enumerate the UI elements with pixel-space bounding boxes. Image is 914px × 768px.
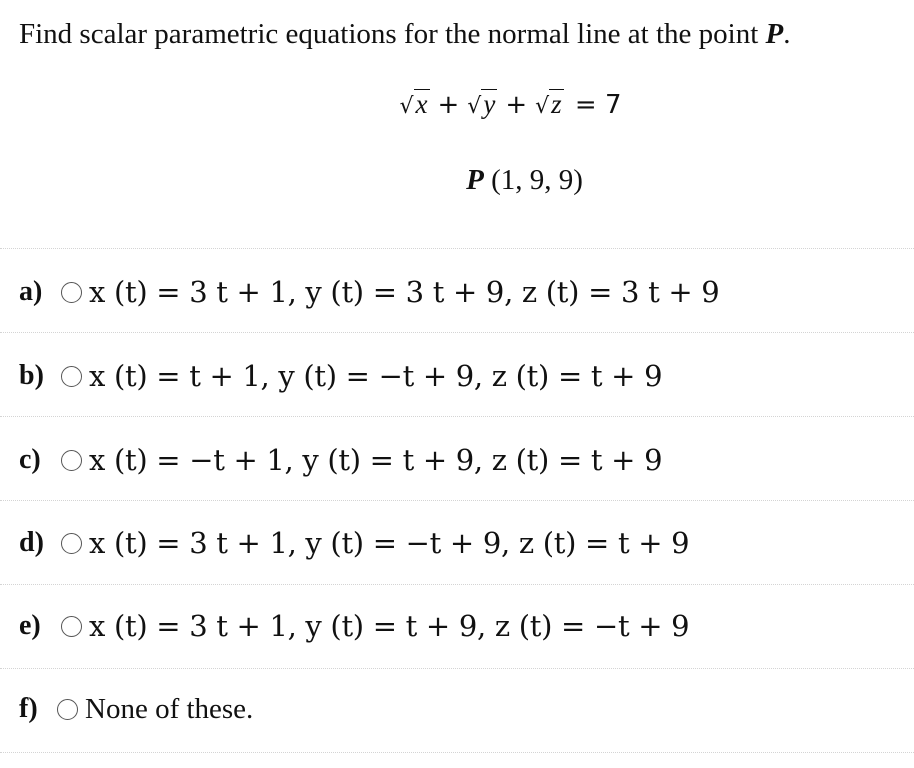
divider (0, 416, 914, 417)
option-text[interactable]: None of these. (85, 692, 254, 725)
option-e[interactable] (19, 606, 689, 646)
question-prompt: Find scalar parametric equations for the normal line at the point (19, 18, 759, 50)
option-letter: a) (19, 276, 43, 307)
option-f[interactable] (19, 689, 253, 729)
option-letter: b) (19, 360, 44, 391)
option-letter: f) (19, 693, 38, 724)
option-letter: e) (19, 610, 41, 641)
option-a[interactable] (19, 272, 719, 312)
divider (0, 668, 914, 669)
divider (0, 248, 914, 249)
point-coords: (1, 9, 9) (491, 164, 583, 196)
question-end: . (783, 18, 791, 50)
radical-icon: √ (467, 94, 482, 119)
sqrt-z (535, 87, 564, 127)
option-text[interactable]: x (t) = −t + 1, y (t) = t + 9, z (t) = t + 9 (89, 443, 663, 477)
option-text[interactable]: x (t) = 3 t + 1, y (t) = 3 t + 9, z (t) = 3 t + 9 (89, 275, 720, 309)
radio-button-f[interactable] (57, 699, 78, 720)
point-label: P (466, 164, 484, 196)
sqrt-x (399, 87, 429, 127)
divider (0, 500, 914, 501)
radical-icon: √ (535, 94, 550, 119)
option-d[interactable] (19, 523, 689, 563)
radio-button-b[interactable] (61, 366, 82, 387)
option-b[interactable] (19, 356, 662, 396)
sqrt-y-radicand: y (483, 89, 496, 119)
equation-rhs: = 7 (574, 90, 622, 120)
divider (0, 584, 914, 585)
sqrt-y (467, 87, 497, 127)
option-letter: d) (19, 527, 44, 558)
plus-sign: + (437, 90, 460, 120)
radio-button-d[interactable] (61, 533, 82, 554)
radical-icon: √ (399, 94, 414, 119)
sqrt-z-radicand: z (551, 89, 562, 119)
question-point-variable: P (765, 18, 784, 50)
option-text[interactable]: x (t) = 3 t + 1, y (t) = −t + 9, z (t) = t + 9 (89, 526, 690, 560)
option-letter: c) (19, 444, 41, 475)
divider (0, 332, 914, 333)
divider (0, 752, 914, 753)
radio-button-a[interactable] (61, 282, 82, 303)
question-text (19, 14, 790, 54)
sqrt-x-radicand: x (415, 89, 428, 119)
option-text[interactable]: x (t) = 3 t + 1, y (t) = t + 9, z (t) = −t + 9 (89, 609, 690, 643)
radio-button-e[interactable] (61, 616, 82, 637)
surface-equation (0, 84, 914, 127)
option-c[interactable] (19, 440, 662, 480)
option-text[interactable]: x (t) = t + 1, y (t) = −t + 9, z (t) = t + 9 (89, 359, 663, 393)
plus-sign: + (505, 90, 528, 120)
radio-button-c[interactable] (61, 450, 82, 471)
point-equation (0, 160, 914, 200)
